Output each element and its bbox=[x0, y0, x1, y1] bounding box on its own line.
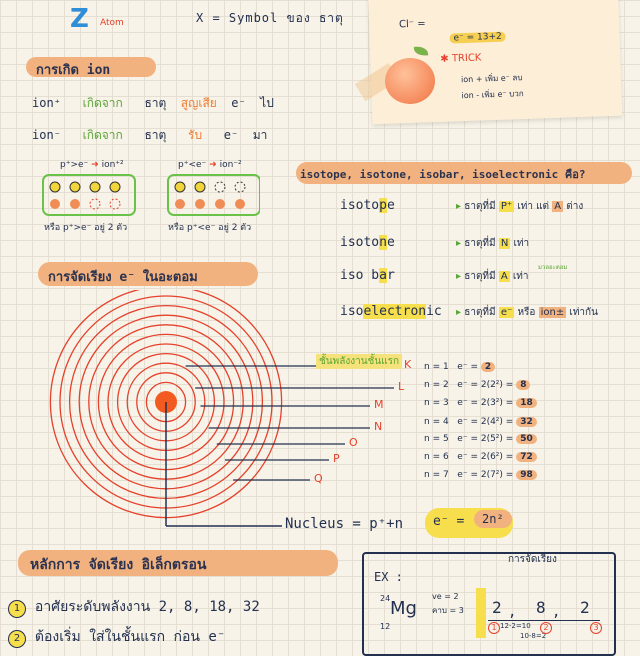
shell-row bbox=[424, 398, 537, 408]
left-formula-text: p⁺>e⁻ bbox=[60, 160, 89, 170]
iso-key-1: N bbox=[500, 238, 509, 249]
circled-2-text: 2 bbox=[543, 623, 549, 632]
principle-num-2-text: 2 bbox=[13, 633, 21, 644]
ion-negative-subject: ธาตุ bbox=[144, 128, 167, 142]
iso-term-post: r bbox=[386, 268, 395, 283]
principle-item-2 bbox=[8, 626, 225, 648]
element-symbol: Mg bbox=[390, 598, 417, 619]
iso-term bbox=[340, 235, 395, 250]
triangle-bullet-icon: ▸ bbox=[456, 201, 462, 212]
iso-row bbox=[340, 235, 395, 250]
ion-positive: ion⁺ bbox=[32, 96, 61, 110]
mass-note: มวลอะตอม bbox=[538, 264, 568, 271]
iso-desc-1: ธาตุที่มี bbox=[464, 271, 496, 282]
electron-row-right bbox=[175, 199, 245, 209]
ion-diagram-boxes bbox=[40, 172, 260, 218]
iso-key-1: A bbox=[500, 271, 508, 282]
example-title: การจัดเรียง bbox=[508, 554, 557, 565]
left-result-text: ion⁺² bbox=[101, 160, 124, 170]
shell-letter: Q bbox=[314, 472, 323, 485]
shell-formula: e⁻ = bbox=[457, 362, 478, 372]
principle-num-1 bbox=[8, 600, 26, 618]
example-label: EX : bbox=[374, 570, 403, 584]
iso-term-pre: isoto bbox=[340, 198, 380, 213]
iso-key-2: A bbox=[554, 201, 562, 212]
formula-left: e⁻ = bbox=[433, 514, 465, 529]
trick-label bbox=[440, 52, 481, 64]
trick-line-1: ion + เพิ่ม e⁻ ลบ bbox=[460, 73, 523, 85]
ion-negative-action: รับ bbox=[188, 128, 203, 142]
note-line-cl: Cl⁻ = bbox=[398, 18, 426, 31]
iso-desc-3: เท่ากัน bbox=[569, 307, 598, 318]
iso-term-highlight: a bbox=[379, 268, 387, 283]
peach-leaf-icon bbox=[414, 46, 428, 55]
iso-row bbox=[340, 268, 395, 283]
config-comma-1: , bbox=[508, 604, 517, 620]
iso-heading: isotope, isotone, isobar, isoelectronic คือ? bbox=[300, 168, 586, 181]
iso-desc-1: ธาตุที่มี bbox=[464, 238, 496, 249]
iso-term-pre: isoto bbox=[340, 235, 380, 250]
shell-formula: e⁻ = 2(3²) = bbox=[457, 398, 514, 408]
iso-term-post: e bbox=[386, 235, 395, 250]
ion-left-caption: หรือ p⁺>e⁻ อยู่ 2 ตัว bbox=[44, 223, 128, 233]
ion-diagram-left-formula bbox=[60, 160, 124, 170]
shell-diagram bbox=[0, 290, 640, 550]
shell-row bbox=[424, 380, 530, 390]
shell-formula: e⁻ = 2(4²) = bbox=[457, 417, 514, 427]
iso-key-1: e⁻ bbox=[500, 307, 513, 318]
config-3: 2 bbox=[580, 598, 590, 617]
ion-diagram-right-formula bbox=[178, 160, 242, 170]
ion-positive-subject: ธาตุ bbox=[144, 96, 167, 110]
atomic-number: 12 bbox=[380, 622, 391, 631]
ion-box-right bbox=[168, 175, 260, 215]
iso-key-1: P⁺ bbox=[500, 201, 513, 212]
principle-text-1: อาศัยระดับพลังงาน 2, 8, 18, 32 bbox=[34, 599, 260, 615]
shell-formula: e⁻ = 2(7²) = bbox=[457, 470, 514, 480]
shell-formula: e⁻ = 2(6²) = bbox=[457, 452, 514, 462]
ion-negative-electron: e⁻ bbox=[223, 128, 239, 142]
ion-right-caption: หรือ p⁺<e⁻ อยู่ 2 ตัว bbox=[168, 223, 252, 233]
principle-heading: หลักการ จัดเรียง อิเล็กตรอน bbox=[30, 557, 207, 573]
shell-row bbox=[424, 362, 495, 372]
example-highlight-bar bbox=[476, 588, 486, 638]
iso-description bbox=[456, 199, 583, 214]
shell-letter: N bbox=[374, 420, 383, 433]
shell-value: 8 bbox=[516, 380, 530, 390]
shell-letter: K bbox=[404, 358, 412, 371]
triangle-bullet-icon: ▸ bbox=[456, 238, 462, 249]
shell-value: 50 bbox=[516, 434, 537, 444]
shell-heading: การจัดเรียง e⁻ ในอะตอม bbox=[48, 270, 198, 285]
ion-box-left bbox=[43, 175, 135, 215]
ion-negative: ion⁻ bbox=[32, 128, 61, 142]
arrow-right-icon: ➜ bbox=[91, 160, 99, 170]
config-comma-2: , bbox=[552, 604, 561, 620]
shell-value: 32 bbox=[516, 417, 537, 427]
peach-icon bbox=[384, 57, 436, 105]
triangle-bullet-icon: ▸ bbox=[456, 307, 462, 318]
iso-desc-2: เท่า bbox=[512, 271, 529, 282]
iso-term-highlight: n bbox=[379, 235, 387, 250]
iso-row bbox=[340, 198, 395, 213]
note-line-e-text: e⁻ = 13+2 bbox=[453, 31, 502, 44]
shell-row bbox=[424, 470, 537, 480]
shell-value: 98 bbox=[516, 470, 537, 480]
atomic-z-symbol: Z bbox=[70, 4, 89, 34]
ion-positive-row bbox=[32, 94, 274, 113]
proton-row-left bbox=[50, 182, 120, 192]
mass-number: 24 bbox=[380, 594, 391, 603]
iso-desc-1: ธาตุที่มี bbox=[464, 201, 496, 212]
principle-item-1 bbox=[8, 596, 260, 618]
shell-row bbox=[424, 434, 537, 444]
circled-3 bbox=[590, 622, 602, 634]
iso-term-post: ic bbox=[426, 304, 442, 319]
principle-num-1-text: 1 bbox=[13, 603, 21, 614]
shell-n: n = 2 bbox=[424, 380, 449, 390]
iso-key-2: ion± bbox=[540, 307, 565, 318]
shell-n: n = 5 bbox=[424, 434, 449, 444]
nucleus-label: Nucleus = p⁺+n bbox=[285, 516, 404, 532]
shell-row bbox=[424, 452, 537, 462]
iso-term bbox=[340, 198, 395, 213]
ion-positive-action: สูญเสีย bbox=[180, 96, 217, 110]
iso-description bbox=[456, 236, 529, 251]
formula-right-text: 2n² bbox=[482, 512, 504, 526]
sticky-note bbox=[368, 0, 623, 124]
iso-term bbox=[340, 268, 395, 283]
config-2: 8 bbox=[536, 598, 546, 617]
iso-desc-2: หรือ bbox=[517, 307, 536, 318]
iso-desc-2: เท่า แต่ bbox=[517, 201, 550, 212]
shell-letter: O bbox=[349, 436, 358, 449]
config-1: 2 bbox=[492, 598, 502, 617]
shell-value: 2 bbox=[481, 362, 495, 372]
shell-n: n = 6 bbox=[424, 452, 449, 462]
iso-desc-2: เท่า bbox=[513, 238, 530, 249]
circled-3-text: 3 bbox=[593, 623, 599, 632]
shell-formula: e⁻ = 2(2²) = bbox=[457, 380, 514, 390]
ion-heading: การเกิด ion bbox=[36, 63, 111, 78]
ion-negative-row bbox=[32, 126, 267, 145]
circled-2 bbox=[540, 622, 552, 634]
ion-negative-verb: เกิดจาก bbox=[82, 128, 123, 142]
iso-desc-3: ต่าง bbox=[566, 201, 584, 212]
config-underline bbox=[488, 620, 600, 621]
trick-line-2: ion - เพิ่ม e⁻ บวก bbox=[461, 89, 524, 101]
circled-1-text: 1 bbox=[491, 623, 497, 632]
ion-positive-direction: ไป bbox=[260, 96, 274, 110]
iso-term-highlight: electron bbox=[363, 304, 427, 319]
arrow-right-icon: ➜ bbox=[209, 160, 217, 170]
iso-desc-1: ธาตุที่มี bbox=[464, 307, 496, 318]
proton-row-right bbox=[175, 182, 245, 192]
shell-letter: P bbox=[333, 452, 340, 465]
calc-line-2: 10-8=2 bbox=[520, 632, 547, 640]
shell-n: n = 4 bbox=[424, 417, 449, 427]
period-line: คาบ = 3 bbox=[432, 606, 464, 615]
note-line-e bbox=[449, 32, 506, 44]
shell-formula: e⁻ = 2(5²) = bbox=[457, 434, 514, 444]
shell-letter: M bbox=[374, 398, 384, 411]
iso-term-pre: iso bbox=[340, 304, 364, 319]
valence-line: ve = 2 bbox=[432, 592, 459, 601]
electron-row-left bbox=[50, 199, 120, 209]
first-shell-label: ชั้นพลังงานชั้นแรก bbox=[316, 354, 402, 369]
shell-letter: L bbox=[398, 380, 405, 393]
circled-1 bbox=[488, 622, 500, 634]
atom-label: Atom bbox=[100, 18, 124, 28]
right-formula-text: p⁺<e⁻ bbox=[178, 160, 207, 170]
ion-negative-direction: มา bbox=[252, 128, 268, 142]
star-icon: ✱ bbox=[440, 53, 449, 65]
principle-text-2: ต้องเริ่ม ใส่ในชั้นแรก ก่อน e⁻ bbox=[34, 629, 226, 645]
shell-leader-lines bbox=[186, 366, 400, 480]
shell-n: n = 3 bbox=[424, 398, 449, 408]
iso-term-post: e bbox=[386, 198, 395, 213]
iso-term-pre: iso b bbox=[340, 268, 380, 283]
trick-label-text: TRICK bbox=[451, 52, 482, 65]
triangle-bullet-icon: ▸ bbox=[456, 271, 462, 282]
iso-term-highlight: p bbox=[379, 198, 387, 213]
symbol-note: X = Symbol ของ ธาตุ bbox=[196, 11, 344, 25]
calc-line-1: 12-2=10 bbox=[500, 622, 531, 630]
formula-right bbox=[474, 510, 512, 528]
ion-positive-electron: e⁻ bbox=[231, 96, 246, 110]
right-result-text: ion⁻² bbox=[219, 160, 242, 170]
shell-value: 18 bbox=[516, 398, 537, 408]
iso-description bbox=[456, 269, 528, 284]
ion-positive-verb: เกิดจาก bbox=[82, 96, 123, 110]
principle-num-2 bbox=[8, 630, 26, 648]
shell-n: n = 1 bbox=[424, 362, 449, 372]
shell-row bbox=[424, 417, 537, 427]
shell-value: 72 bbox=[516, 452, 537, 462]
shell-n: n = 7 bbox=[424, 470, 449, 480]
